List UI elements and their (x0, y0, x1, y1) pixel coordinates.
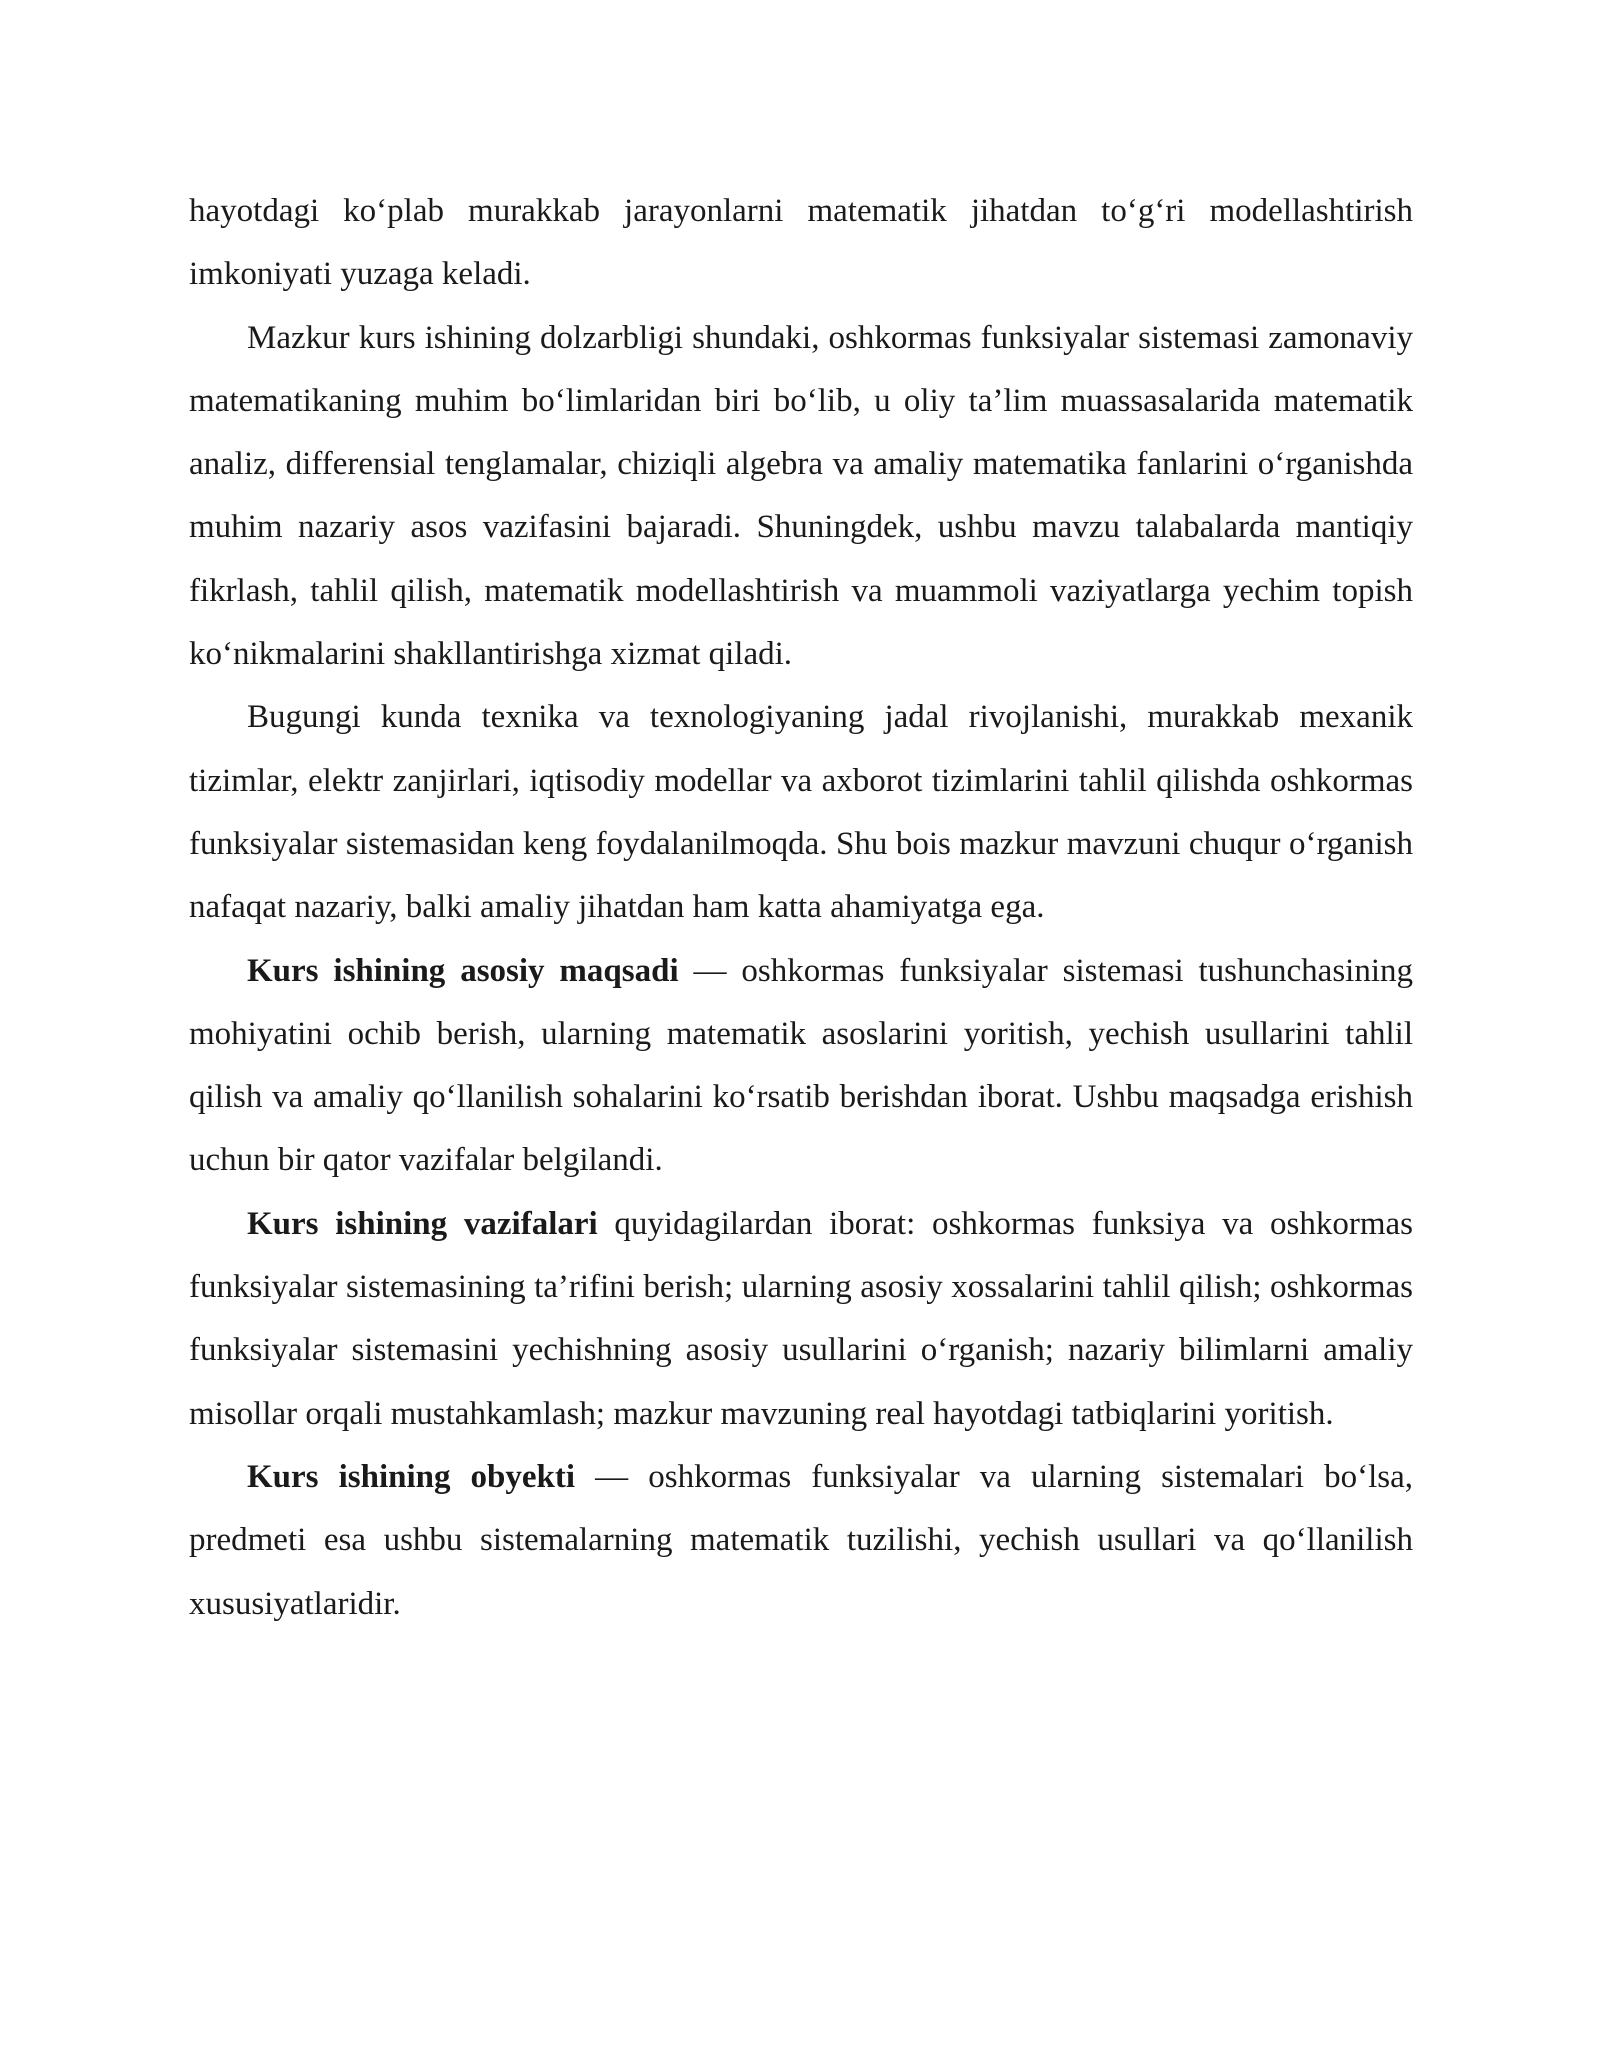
document-body (189, 180, 1413, 1636)
paragraph-text: hayotdagi ko‘plab murakkab jarayonlarni matematik jihatdan to‘g‘ri modellashtirish imkoniyati yuzaga keladi. (189, 193, 1413, 293)
paragraph-lead-bold: Kurs ishining obyekti (247, 1458, 576, 1495)
paragraph-text: Mazkur kurs ishining dolzarbligi shundaki, oshkormas funksiyalar sistemasi zamonaviy matematikaning muhim bo‘limlaridan biri bo‘lib, u oliy ta’lim muassasalarida matematik analiz, differensial tenglamalar, chiziqli algebra va amaliy matematika fanlarini o‘rganishda muhim nazariy asos vazifasini bajaradi. Shuningdek, ushbu mavzu talabalarda mantiqiy fikrlash, tahlil qilish, matematik modellashtirish va muammoli vaziyatlarga yechim topish ko‘nikmalarini shakllantirishga xizmat qiladi. (189, 319, 1413, 673)
paragraph-lead-bold: Kurs ishining vazifalari (247, 1205, 598, 1242)
paragraph-text: Bugungi kunda texnika va texnologiyaning jadal rivojlanishi, murakkab mexanik tizimlar, elektr zanjirlari, iqtisodiy modellar va axborot tizimlarini tahlil qilishda oshkormas funksiyalar sistemasidan keng foydalanilmoqda. Shu bois mazkur mavzuni chuqur o‘rganish nafaqat nazariy, balki amaliy jihatdan ham katta ahamiyatga ega. (189, 699, 1413, 926)
paragraph-object (189, 1446, 1413, 1636)
paragraph-continuation (189, 180, 1413, 307)
paragraph-relevance (189, 307, 1413, 687)
paragraph-goal (189, 940, 1413, 1193)
paragraph-text: — oshkormas funksiyalar va ularning sistemalari bo‘lsa, predmeti esa ushbu sistemalarning matematik tuzilishi, yechish usullari va qo‘llanilish xususiyatlaridir. (189, 1458, 1413, 1622)
paragraph-lead-bold: Kurs ishining asosiy maqsadi (247, 952, 679, 989)
paragraph-text: — oshkormas funksiyalar sistemasi tushunchasining mohiyatini ochib berish, ularning matematik asoslarini yoritish, yechish usullarini tahlil qilish va amaliy qo‘llanilish sohalarini ko‘rsatib berishdan iborat. Ushbu maqsadga erishish uchun bir qator vazifalar belgilandi. (189, 952, 1413, 1179)
paragraph-text: quyidagilardan iborat: oshkormas funksiya va oshkormas funksiyalar sistemasining ta’rifini berish; ularning asosiy xossalarini tahlil qilish; oshkormas funksiyalar sistemasini yechishning asosiy usullarini o‘rganish; nazariy bilimlarni amaliy misollar orqali mustahkamlash; mazkur mavzuning real hayotdagi tatbiqlarini yoritish. (189, 1205, 1413, 1432)
paragraph-applications (189, 686, 1413, 939)
paragraph-tasks (189, 1193, 1413, 1446)
